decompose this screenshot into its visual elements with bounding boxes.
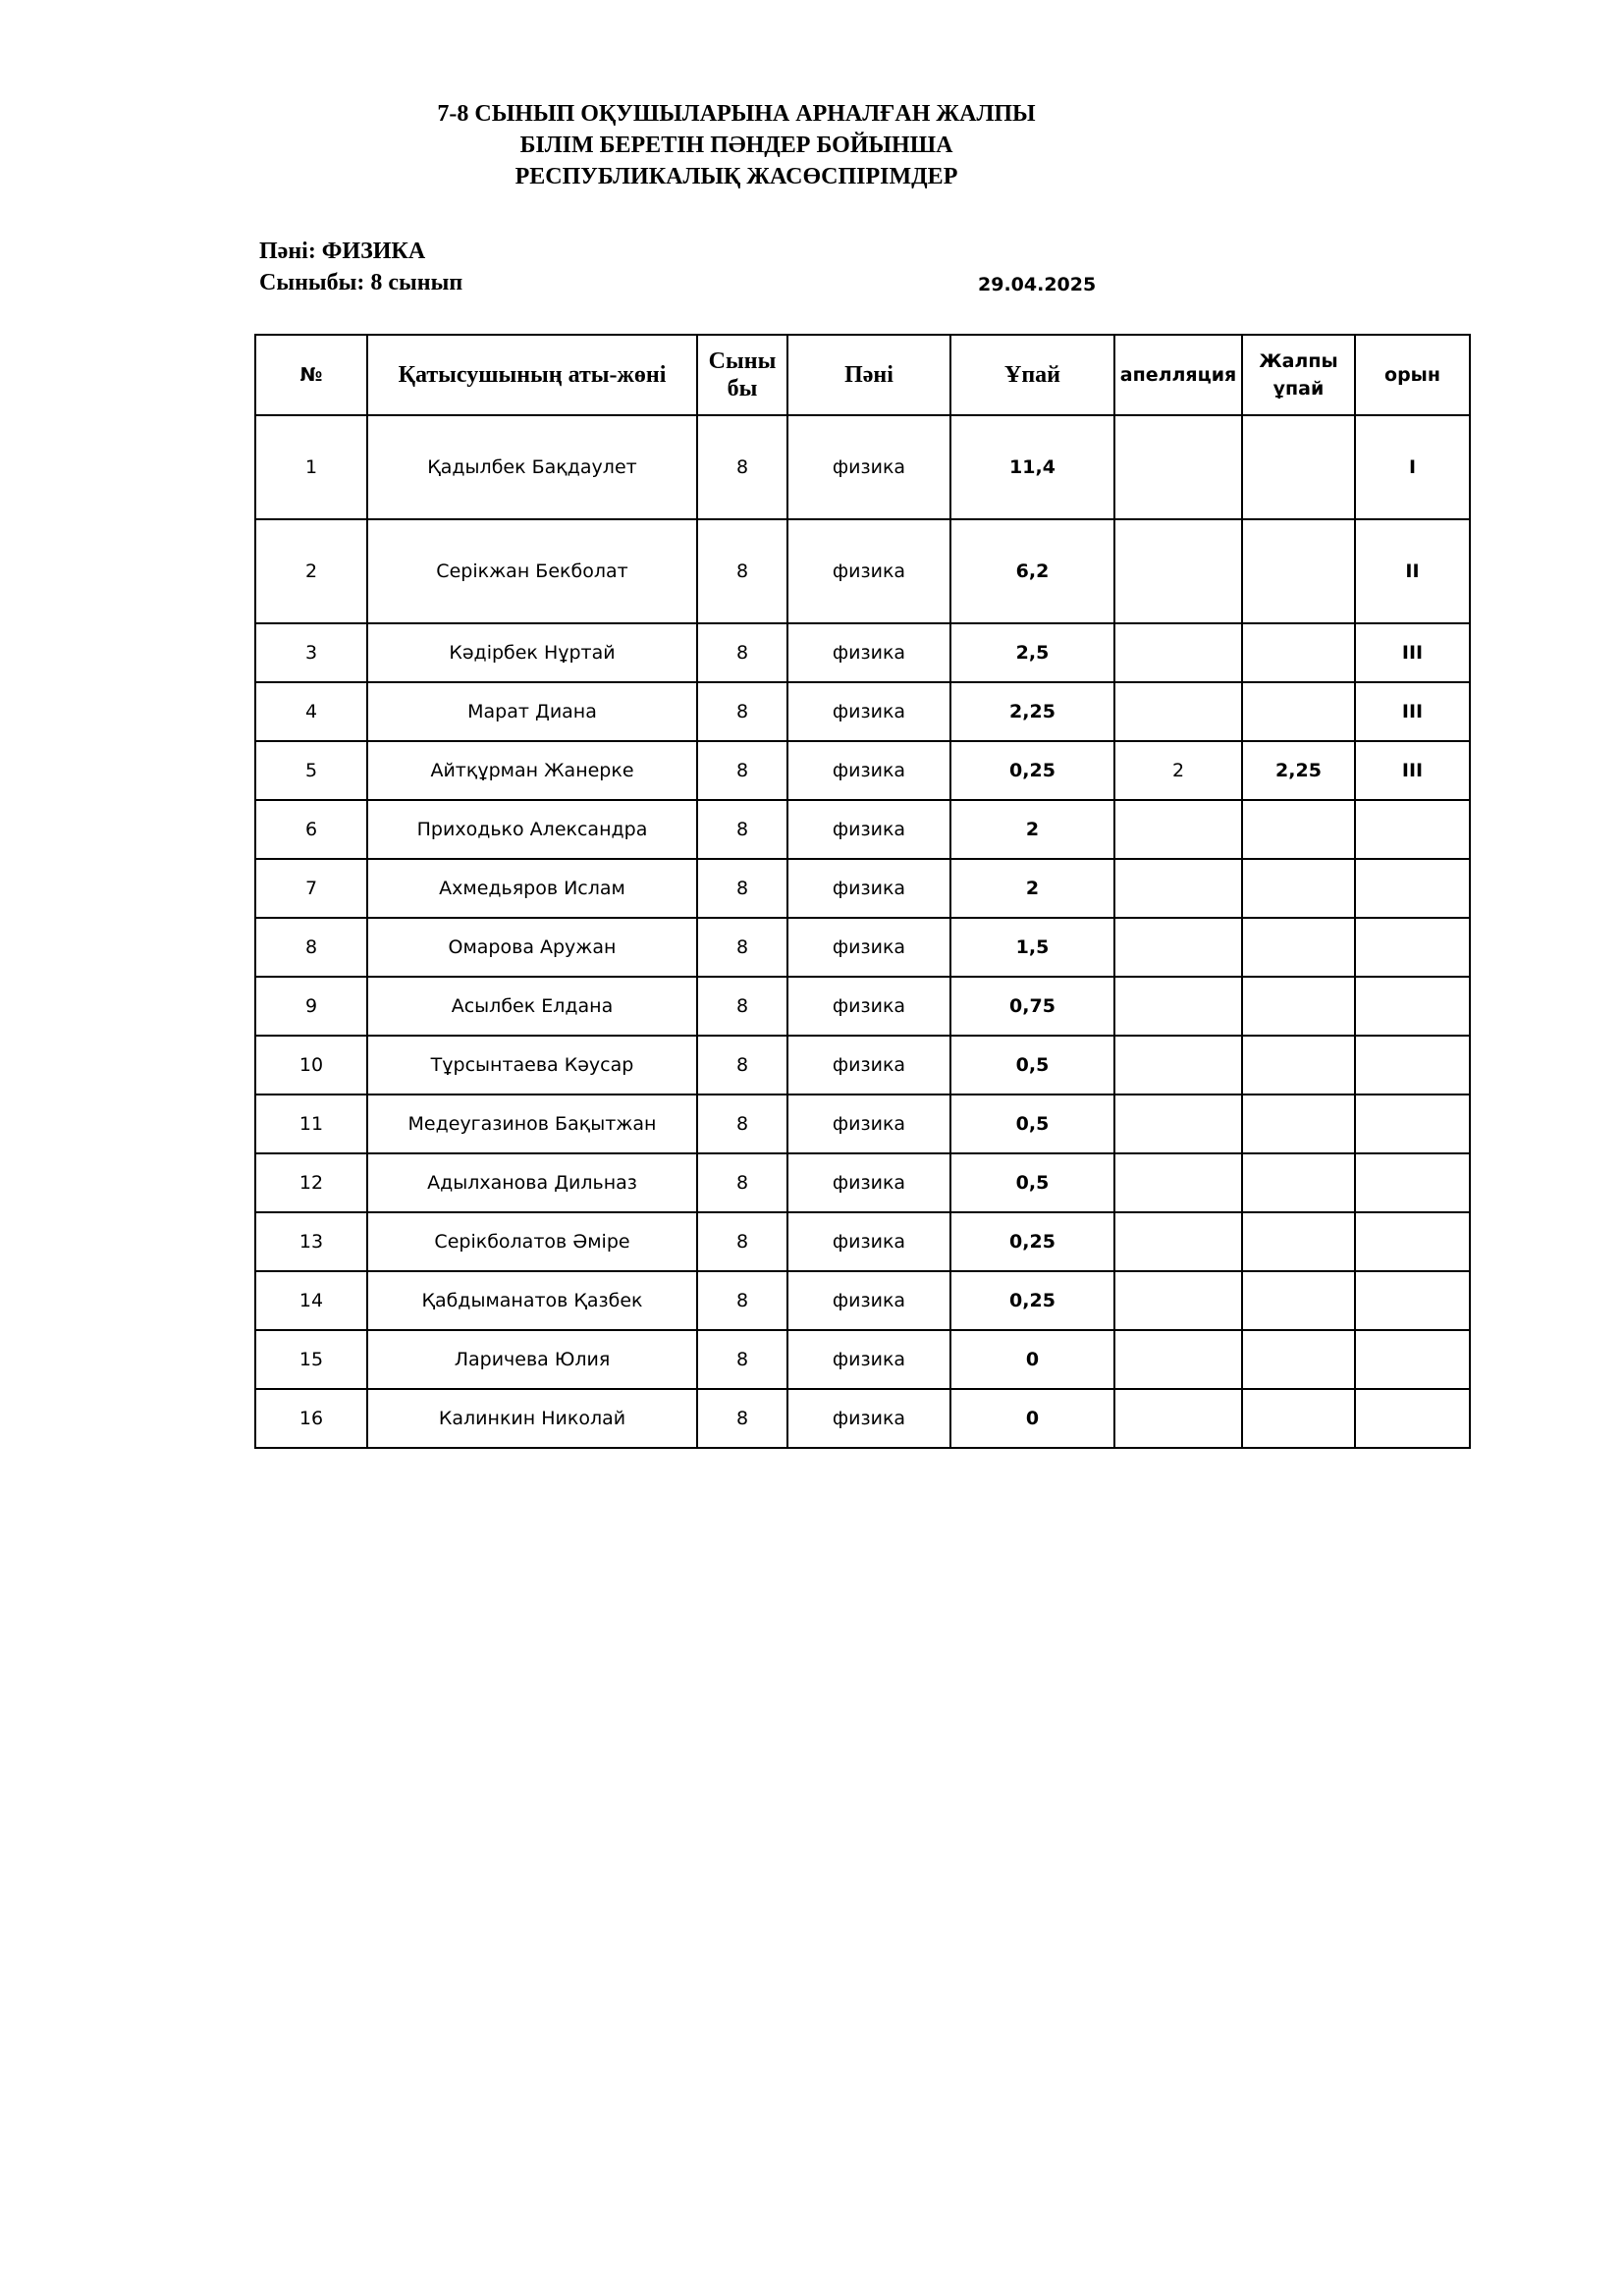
cell-score: 0 bbox=[950, 1389, 1114, 1448]
cell-place: III bbox=[1355, 741, 1470, 800]
cell-subject: физика bbox=[787, 682, 950, 741]
cell-subject: физика bbox=[787, 519, 950, 623]
cell-score: 0,5 bbox=[950, 1095, 1114, 1153]
results-table bbox=[254, 334, 1471, 1449]
cell-place bbox=[1355, 859, 1470, 918]
cell-subject: физика bbox=[787, 1153, 950, 1212]
cell-place: II bbox=[1355, 519, 1470, 623]
cell-total bbox=[1242, 1330, 1355, 1389]
cell-num: 5 bbox=[255, 741, 367, 800]
cell-name: Қабдыманатов Қазбек bbox=[367, 1271, 697, 1330]
cell-appeal bbox=[1114, 1153, 1242, 1212]
cell-total: 2,25 bbox=[1242, 741, 1355, 800]
cell-appeal bbox=[1114, 1271, 1242, 1330]
cell-score: 0,75 bbox=[950, 977, 1114, 1036]
cell-place bbox=[1355, 1153, 1470, 1212]
cell-appeal bbox=[1114, 623, 1242, 682]
table-row bbox=[255, 741, 1470, 800]
header-total bbox=[1242, 335, 1355, 415]
cell-total bbox=[1242, 918, 1355, 977]
cell-num: 13 bbox=[255, 1212, 367, 1271]
cell-score: 0,25 bbox=[950, 1212, 1114, 1271]
cell-subject: физика bbox=[787, 741, 950, 800]
cell-score: 6,2 bbox=[950, 519, 1114, 623]
cell-name: Приходько Александра bbox=[367, 800, 697, 859]
cell-class: 8 bbox=[697, 682, 787, 741]
cell-class: 8 bbox=[697, 800, 787, 859]
cell-total bbox=[1242, 1036, 1355, 1095]
table-row bbox=[255, 415, 1470, 519]
cell-place: III bbox=[1355, 682, 1470, 741]
table-row bbox=[255, 1271, 1470, 1330]
date-label: 29.04.2025 bbox=[978, 274, 1097, 295]
cell-subject: физика bbox=[787, 1036, 950, 1095]
cell-num: 4 bbox=[255, 682, 367, 741]
cell-num: 2 bbox=[255, 519, 367, 623]
table-row bbox=[255, 1212, 1470, 1271]
cell-total bbox=[1242, 977, 1355, 1036]
cell-num: 12 bbox=[255, 1153, 367, 1212]
cell-num: 6 bbox=[255, 800, 367, 859]
cell-subject: физика bbox=[787, 1330, 950, 1389]
cell-total bbox=[1242, 1271, 1355, 1330]
cell-appeal bbox=[1114, 415, 1242, 519]
title-line-2: БІЛІМ БЕРЕТІН ПӘНДЕР БОЙЫНША bbox=[519, 133, 953, 158]
cell-appeal: 2 bbox=[1114, 741, 1242, 800]
cell-place bbox=[1355, 1271, 1470, 1330]
cell-num: 11 bbox=[255, 1095, 367, 1153]
header-name: Қатысушының аты-жөні bbox=[367, 335, 697, 415]
cell-score: 1,5 bbox=[950, 918, 1114, 977]
cell-score: 2,25 bbox=[950, 682, 1114, 741]
cell-class: 8 bbox=[697, 1153, 787, 1212]
cell-class: 8 bbox=[697, 1389, 787, 1448]
cell-total bbox=[1242, 1212, 1355, 1271]
cell-subject: физика bbox=[787, 859, 950, 918]
table-row bbox=[255, 1036, 1470, 1095]
cell-name: Адылханова Дильназ bbox=[367, 1153, 697, 1212]
title-line-1: 7-8 СЫНЫП ОҚУШЫЛАРЫНА АРНАЛҒАН ЖАЛПЫ bbox=[437, 101, 1036, 127]
cell-name: Тұрсынтаева Кәусар bbox=[367, 1036, 697, 1095]
class-label: Сыныбы: 8 сынып bbox=[259, 270, 463, 295]
cell-score: 0,25 bbox=[950, 741, 1114, 800]
results-body bbox=[255, 415, 1470, 1448]
cell-place bbox=[1355, 1095, 1470, 1153]
cell-place bbox=[1355, 1212, 1470, 1271]
cell-appeal bbox=[1114, 1330, 1242, 1389]
cell-score: 0,25 bbox=[950, 1271, 1114, 1330]
header-num: № bbox=[255, 335, 367, 415]
cell-name: Қадылбек Бақдаулет bbox=[367, 415, 697, 519]
cell-class: 8 bbox=[697, 1271, 787, 1330]
cell-place: I bbox=[1355, 415, 1470, 519]
cell-appeal bbox=[1114, 918, 1242, 977]
cell-name: Айтқұрман Жанерке bbox=[367, 741, 697, 800]
cell-subject: физика bbox=[787, 1271, 950, 1330]
cell-score: 0,5 bbox=[950, 1036, 1114, 1095]
cell-class: 8 bbox=[697, 1095, 787, 1153]
table-row bbox=[255, 800, 1470, 859]
cell-num: 3 bbox=[255, 623, 367, 682]
cell-appeal bbox=[1114, 977, 1242, 1036]
cell-class: 8 bbox=[697, 859, 787, 918]
cell-score: 2 bbox=[950, 800, 1114, 859]
cell-place bbox=[1355, 1036, 1470, 1095]
cell-class: 8 bbox=[697, 741, 787, 800]
cell-subject: физика bbox=[787, 415, 950, 519]
cell-appeal bbox=[1114, 800, 1242, 859]
cell-class: 8 bbox=[697, 519, 787, 623]
table-row bbox=[255, 859, 1470, 918]
table-header-row bbox=[255, 335, 1470, 415]
table-row bbox=[255, 519, 1470, 623]
cell-appeal bbox=[1114, 519, 1242, 623]
cell-name: Асылбек Елдана bbox=[367, 977, 697, 1036]
cell-subject: физика bbox=[787, 800, 950, 859]
cell-name: Серікболатов Әміре bbox=[367, 1212, 697, 1271]
cell-subject: физика bbox=[787, 1212, 950, 1271]
cell-appeal bbox=[1114, 1212, 1242, 1271]
cell-num: 14 bbox=[255, 1271, 367, 1330]
cell-num: 10 bbox=[255, 1036, 367, 1095]
cell-class: 8 bbox=[697, 623, 787, 682]
cell-place bbox=[1355, 1330, 1470, 1389]
cell-name: Омарова Аружан bbox=[367, 918, 697, 977]
cell-place bbox=[1355, 800, 1470, 859]
cell-name: Ахмедьяров Ислам bbox=[367, 859, 697, 918]
title-line-3: РЕСПУБЛИКАЛЫҚ ЖАСӨСПІРІМДЕР bbox=[514, 164, 958, 189]
cell-subject: физика bbox=[787, 1389, 950, 1448]
table-row bbox=[255, 682, 1470, 741]
cell-total bbox=[1242, 859, 1355, 918]
cell-place bbox=[1355, 918, 1470, 977]
header-appeal: апелляция bbox=[1114, 335, 1242, 415]
cell-name: Ларичева Юлия bbox=[367, 1330, 697, 1389]
cell-subject: физика bbox=[787, 918, 950, 977]
cell-name: Кәдірбек Нұртай bbox=[367, 623, 697, 682]
cell-class: 8 bbox=[697, 918, 787, 977]
table-row bbox=[255, 918, 1470, 977]
cell-name: Медеугазинов Бақытжан bbox=[367, 1095, 697, 1153]
cell-total bbox=[1242, 1389, 1355, 1448]
header-place: орын bbox=[1355, 335, 1470, 415]
cell-subject: физика bbox=[787, 623, 950, 682]
cell-class: 8 bbox=[697, 1330, 787, 1389]
cell-score: 2 bbox=[950, 859, 1114, 918]
cell-appeal bbox=[1114, 1389, 1242, 1448]
cell-num: 8 bbox=[255, 918, 367, 977]
cell-num: 7 bbox=[255, 859, 367, 918]
cell-appeal bbox=[1114, 682, 1242, 741]
header-subject: Пәні bbox=[787, 335, 950, 415]
cell-total bbox=[1242, 415, 1355, 519]
cell-total bbox=[1242, 623, 1355, 682]
cell-num: 9 bbox=[255, 977, 367, 1036]
table-row bbox=[255, 1153, 1470, 1212]
cell-appeal bbox=[1114, 1095, 1242, 1153]
cell-place bbox=[1355, 1389, 1470, 1448]
cell-num: 1 bbox=[255, 415, 367, 519]
cell-appeal bbox=[1114, 859, 1242, 918]
cell-subject: физика bbox=[787, 977, 950, 1036]
table-row bbox=[255, 1389, 1470, 1448]
cell-class: 8 bbox=[697, 977, 787, 1036]
cell-total bbox=[1242, 1095, 1355, 1153]
cell-name: Серікжан Бекболат bbox=[367, 519, 697, 623]
cell-subject: физика bbox=[787, 1095, 950, 1153]
cell-class: 8 bbox=[697, 1212, 787, 1271]
cell-class: 8 bbox=[697, 415, 787, 519]
cell-place: III bbox=[1355, 623, 1470, 682]
cell-total bbox=[1242, 682, 1355, 741]
table-row bbox=[255, 623, 1470, 682]
header-class-line1: Сыны bbox=[708, 348, 777, 374]
cell-class: 8 bbox=[697, 1036, 787, 1095]
cell-appeal bbox=[1114, 1036, 1242, 1095]
table-row bbox=[255, 1095, 1470, 1153]
cell-num: 15 bbox=[255, 1330, 367, 1389]
cell-score: 2,5 bbox=[950, 623, 1114, 682]
header-total-line2: ұпай bbox=[1272, 378, 1325, 400]
header-total-line1: Жалпы bbox=[1259, 350, 1338, 372]
document-title bbox=[245, 98, 1227, 192]
cell-name: Калинкин Николай bbox=[367, 1389, 697, 1448]
cell-place bbox=[1355, 977, 1470, 1036]
cell-num: 16 bbox=[255, 1389, 367, 1448]
header-class bbox=[697, 335, 787, 415]
cell-name: Марат Диана bbox=[367, 682, 697, 741]
cell-score: 0 bbox=[950, 1330, 1114, 1389]
subject-label: Пәні: ФИЗИКА bbox=[259, 239, 426, 264]
table-row bbox=[255, 1330, 1470, 1389]
cell-total bbox=[1242, 519, 1355, 623]
header-score: Ұпай bbox=[950, 335, 1114, 415]
header-class-line2: бы bbox=[727, 376, 758, 401]
cell-total bbox=[1242, 1153, 1355, 1212]
cell-score: 0,5 bbox=[950, 1153, 1114, 1212]
cell-total bbox=[1242, 800, 1355, 859]
table-row bbox=[255, 977, 1470, 1036]
cell-score: 11,4 bbox=[950, 415, 1114, 519]
